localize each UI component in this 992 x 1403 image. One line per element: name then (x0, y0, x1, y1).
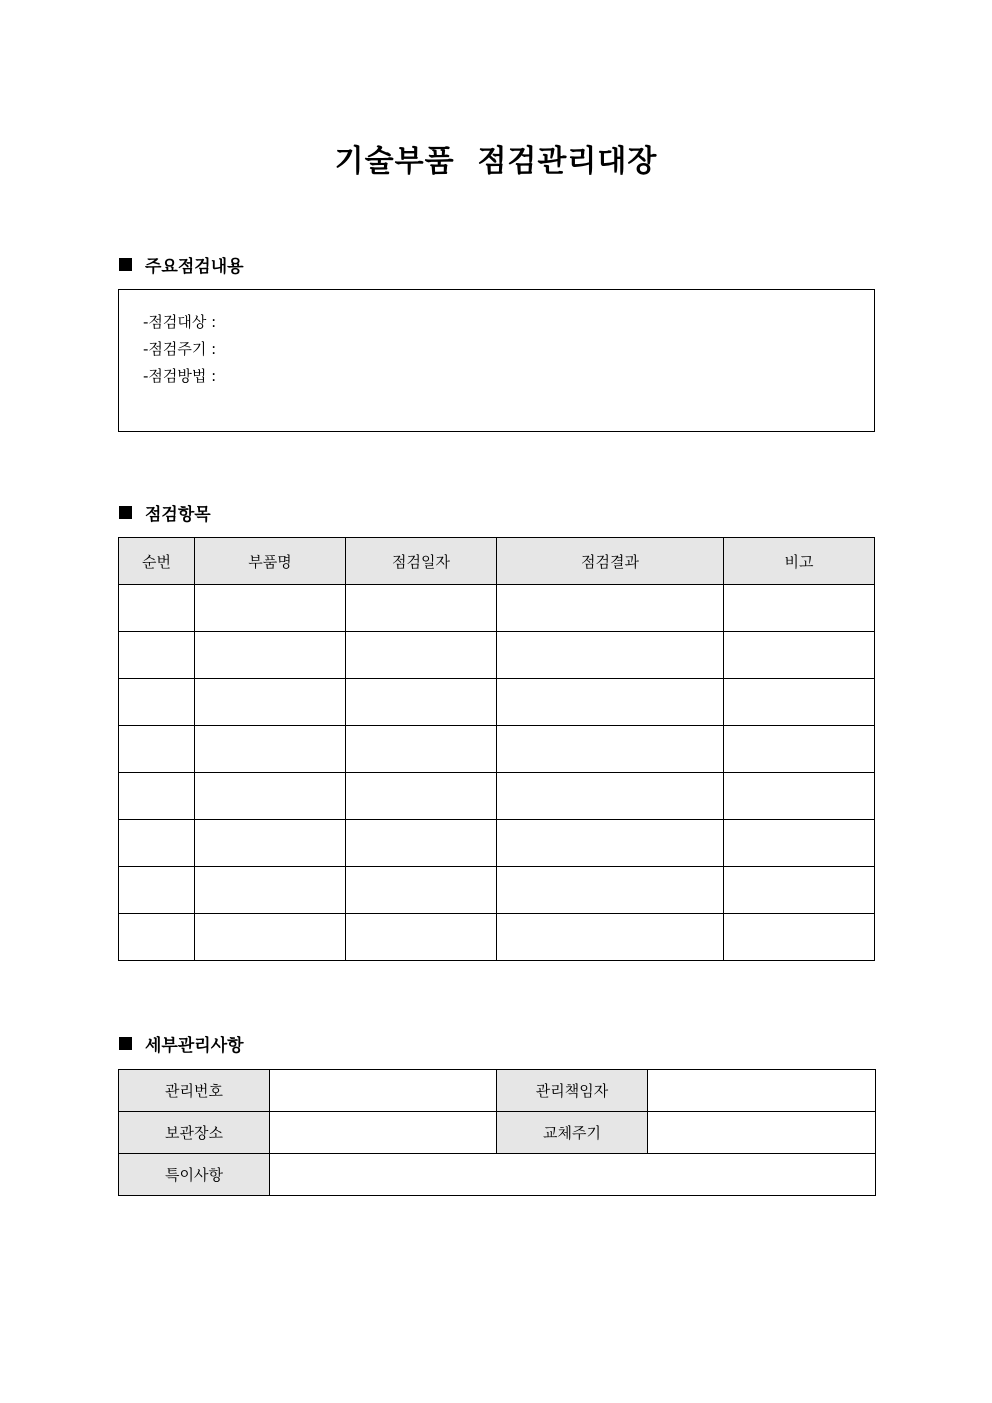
result-cell[interactable] (497, 773, 724, 820)
part-name-cell[interactable] (195, 773, 346, 820)
storage-label: 보관장소 (119, 1112, 270, 1154)
manage-no-label: 관리번호 (119, 1070, 270, 1112)
notes-label: 특이사항 (119, 1154, 270, 1196)
date-cell[interactable] (346, 773, 497, 820)
table-row (119, 1070, 876, 1112)
table-row (119, 914, 875, 961)
table-row (119, 585, 875, 632)
no-cell[interactable] (119, 773, 195, 820)
part-name-cell[interactable] (195, 585, 346, 632)
no-cell[interactable] (119, 585, 195, 632)
table-row (119, 632, 875, 679)
section-heading-text: 세부관리사항 (145, 1035, 244, 1056)
table-row (119, 1154, 876, 1196)
result-cell[interactable] (497, 632, 724, 679)
result-cell[interactable] (497, 679, 724, 726)
date-cell[interactable] (346, 867, 497, 914)
square-bullet-icon (119, 506, 132, 519)
date-cell[interactable] (346, 585, 497, 632)
date-cell[interactable] (346, 632, 497, 679)
remarks-cell[interactable] (724, 679, 875, 726)
inspection-items-table (118, 537, 875, 961)
remarks-cell[interactable] (724, 820, 875, 867)
table-header-row (119, 538, 875, 585)
inspection-target-line: -점검대상 : (143, 313, 217, 331)
square-bullet-icon (119, 1037, 132, 1050)
section-heading-text: 주요점검내용 (145, 256, 244, 277)
date-cell[interactable] (346, 820, 497, 867)
section-heading-items (119, 500, 211, 524)
date-cell[interactable] (346, 914, 497, 961)
notes-field[interactable] (270, 1154, 876, 1196)
part-name-cell[interactable] (195, 914, 346, 961)
inspection-cycle-line: -점검주기 : (143, 340, 217, 358)
remarks-cell[interactable] (724, 585, 875, 632)
result-cell[interactable] (497, 867, 724, 914)
part-name-cell[interactable] (195, 679, 346, 726)
result-cell[interactable] (497, 585, 724, 632)
no-cell[interactable] (119, 867, 195, 914)
table-row (119, 726, 875, 773)
part-name-cell[interactable] (195, 632, 346, 679)
no-cell[interactable] (119, 632, 195, 679)
storage-field[interactable] (270, 1112, 497, 1154)
no-cell[interactable] (119, 914, 195, 961)
part-name-cell[interactable] (195, 726, 346, 773)
table-row (119, 679, 875, 726)
detail-management-table (118, 1069, 876, 1196)
no-cell[interactable] (119, 820, 195, 867)
table-row (119, 867, 875, 914)
no-cell[interactable] (119, 679, 195, 726)
col-header-part: 부품명 (195, 538, 346, 585)
date-cell[interactable] (346, 679, 497, 726)
result-cell[interactable] (497, 820, 724, 867)
remarks-cell[interactable] (724, 726, 875, 773)
manager-label: 관리책임자 (497, 1070, 648, 1112)
section-heading-detail (119, 1031, 244, 1055)
result-cell[interactable] (497, 914, 724, 961)
part-name-cell[interactable] (195, 867, 346, 914)
part-name-cell[interactable] (195, 820, 346, 867)
no-cell[interactable] (119, 726, 195, 773)
manage-no-field[interactable] (270, 1070, 497, 1112)
col-header-no: 순번 (119, 538, 195, 585)
inspection-method-line: -점검방법 : (143, 367, 217, 385)
remarks-cell[interactable] (724, 914, 875, 961)
section-heading-text: 점검항목 (145, 504, 211, 525)
manager-field[interactable] (648, 1070, 876, 1112)
square-bullet-icon (119, 258, 132, 271)
col-header-date: 점검일자 (346, 538, 497, 585)
date-cell[interactable] (346, 726, 497, 773)
col-header-result: 점검결과 (497, 538, 724, 585)
table-row (119, 820, 875, 867)
remarks-cell[interactable] (724, 867, 875, 914)
table-row (119, 773, 875, 820)
main-inspection-box (118, 289, 875, 432)
col-header-remarks: 비고 (724, 538, 875, 585)
table-row (119, 1112, 876, 1154)
remarks-cell[interactable] (724, 632, 875, 679)
replace-cycle-field[interactable] (648, 1112, 876, 1154)
remarks-cell[interactable] (724, 773, 875, 820)
document-title: 기술부품 점검관리대장 (334, 144, 658, 179)
section-heading-main (119, 252, 244, 276)
replace-cycle-label: 교체주기 (497, 1112, 648, 1154)
result-cell[interactable] (497, 726, 724, 773)
